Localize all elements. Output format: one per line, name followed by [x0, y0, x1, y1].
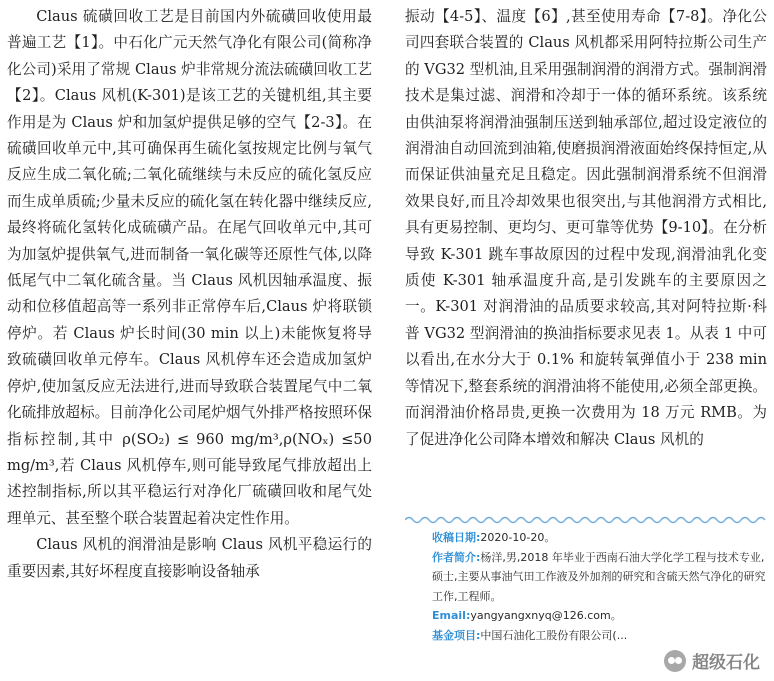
watermark-text: 超级石化: [692, 653, 760, 673]
author-bio-label: 作者简介:: [432, 550, 481, 564]
body-paragraph: Claus 硫磺回收工艺是目前国内外硫磺回收使用最普遍工艺【1】。中石化广元天然气净化有限公司(简称净化公司)采用了常规 Claus 炉非常规分流法硫磺回收工艺【2】。Claus 风机(K-301)是该工艺的关键机组,其主要作用是为 Claus 炉和加氢炉提供足够的空气【2-3】。在硫磺回收单元中,其可确保再生硫化氢按规定比例与氧气反应生成二氧化硫;二氧化硫继续与未反应的硫化氢反应而生成单质硫;少量未反应的硫化氢在转化器中继续反应,最终将硫化氢转化成硫磺产品。在尾气回收单元中,其可为加氢炉提供氧气,进而制备一氧化碳等还原性气体,以降低尾气中二氧化硫含量。当 Claus 风机因轴承温度、振动和位移值超高等一系列非正常停车后,Claus 炉将联锁停炉。若 Claus 炉长时间(30 min 以上)未能恢复将导致硫磺回收单元停车。Claus 风机停车还会造成加氢炉停炉,使加氢反应无法进行,进而导致联合装置尾气中二氧化硫排放超标。目前净化公司尾炉烟气外排严格按照环保指标控制,其中 ρ(SO₂) ≤ 960 mg/m³,ρ(NOₓ) ≤50 mg/m³,若 Claus 风机停车,则可能导致尾气排放超出上述控制指标,所以其平稳运行对净化厂硫磺回收和尾气处理单元、甚至整个联合装置起着决定性作用。: [7, 8, 372, 527]
received-date-value: 2020-10-20。: [480, 531, 556, 544]
body-paragraph: 振动【4-5】、温度【6】,甚至使用寿命【7-8】。净化公司四套联合装置的 Claus 风机都采用阿特拉斯公司生产的 VG32 型机油,且采用强制润滑的润滑方式。强制润滑技术是集过滤、润滑和冷却于一体的循环系统。该系统由供油泵将润滑油强制压送到轴承部位,超过设定液位的润滑油自动回流到油箱,使磨损润滑液面始终保持恒定,从而保证供油量充足且稳定。因此强制润滑系统不但润滑效果良好,而且冷却效果也很突出,与其他润滑方式相比,具有更易控制、更均匀、更可靠等优势【9-10】。在分析导致 K-301 跳车事故原因的过程中发现,润滑油乳化变质使 K-301 轴承温度升高,是引发跳车的主要原因之一。K-301 对润滑油的品质要求较高,其对阿特拉斯·科普 VG32 型润滑油的换油指标要求见表 1。从表 1 中可以看出,在水分大于 0.1% 和旋转氧弹值小于 238 min 等情况下,整套系统的润滑油将不能使用,必须全部更换。而润滑油价格昂贵,更换一次费用为 18 万元 RMB。为了促进净化公司降本增效和解决 Claus 风机的: [405, 8, 767, 448]
email-row: [432, 606, 768, 626]
right-column: [405, 4, 767, 453]
email-label: Email:: [432, 609, 471, 622]
fund-row: [432, 626, 768, 646]
fund-label: 基金项目:: [432, 628, 481, 642]
wave-divider: [405, 513, 767, 527]
email-value: yangyangxnyq@126.com。: [470, 609, 622, 622]
body-paragraph: Claus 风机的润滑油是影响 Claus 风机平稳运行的重要因素,其好坏程度直接影响设备轴承: [7, 536, 372, 580]
fund-value: 中国石油化工股份有限公司(...: [480, 628, 628, 642]
author-bio-row: [432, 548, 768, 607]
left-column: [7, 4, 372, 585]
author-bio-value: 杨洋,男,2018 年毕业于西南石油大学化学工程与技术专业,硕士,主要从事油气田工作液及外加剂的研究和含硫天然气净化的研究工作,工程师。: [432, 550, 766, 603]
watermark: [664, 648, 760, 673]
received-date-label: 收稿日期:: [432, 531, 481, 544]
received-date-row: [432, 528, 768, 548]
article-metadata: [432, 528, 768, 645]
wechat-icon: [664, 650, 686, 672]
